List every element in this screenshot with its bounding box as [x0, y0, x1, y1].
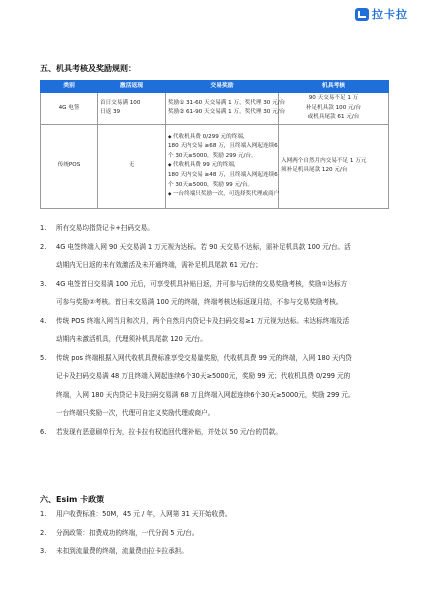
list-item	[40, 219, 392, 238]
cell-cashback	[98, 93, 166, 125]
item-number: 4.	[40, 316, 47, 325]
cell-line: 日返 39	[100, 109, 121, 116]
cell-assessment	[279, 124, 389, 208]
item-text: 未扣到流量费的终端，流量费由拉卡拉承担。	[56, 547, 188, 555]
cell-line: 奖励① 31-60 天交易满 1 万，奖代理 30 元/台	[168, 99, 286, 106]
cell-line: 90 天交易不足 1 万	[308, 95, 359, 101]
cell-assessment	[279, 93, 389, 125]
table-row	[41, 93, 389, 125]
item-number: 3.	[40, 547, 47, 555]
item-text: 所有交易均指贷记卡+扫码交易。	[56, 224, 154, 232]
item-number: 2.	[40, 242, 47, 251]
cell-line: 补足机具款 100 元/台	[305, 104, 362, 111]
cell-line: 或机具尾款 61 元/台	[307, 114, 360, 121]
item-number: 6.	[40, 427, 47, 436]
section-title: 六、Esim 卡政策	[40, 495, 105, 504]
list-item	[40, 349, 392, 423]
cell-line: 须补足机具尾款 120 元/台	[281, 167, 348, 174]
cell-line: 首日交易满 100	[100, 99, 141, 106]
item-text: 终端，入网 180 天内贷记卡及扫码交易满 68 万且终端入网起连续6个30天≥5000元，奖励 299 元。	[56, 390, 355, 399]
list-item	[40, 423, 392, 442]
item-text: 分润政策：扣费成功的终端，一代分润 5 元/台。	[56, 528, 199, 537]
item-text: 传统 POS 终端入网当月和次月，两个自然月内贷记卡及扫码交易≥1 万元视为达标。未达标终端及活	[56, 316, 350, 325]
item-text: 4G 电签终端入网 90 天交易满 1 万元视为达标。若 90 天交易不达标，需补足机具款 100 元/台。活	[56, 242, 351, 251]
item-text: 一台终端只奖励一次，代理可自定义奖励代理或商户。	[56, 409, 215, 417]
list-item	[40, 238, 392, 275]
table-row	[41, 124, 389, 208]
list-item	[40, 505, 392, 524]
cell-line: 奖励② 61-90 天交易满 1 万，奖代理 30 元/台	[168, 109, 286, 116]
header-cashback: 激活返现	[98, 81, 166, 93]
list-item	[40, 542, 392, 561]
list-item	[40, 275, 392, 312]
item-number: 1.	[40, 510, 47, 518]
item-number: 2.	[40, 528, 47, 537]
header-reward: 交易奖励	[166, 81, 279, 93]
item-number: 1.	[40, 224, 47, 232]
item-text: 用户收费标准：50M，45 元 / 年，入网第 31 天开始收费。	[56, 510, 232, 518]
item-number: 5.	[40, 353, 47, 362]
header-category: 类别	[41, 81, 98, 93]
cell-line: 无	[128, 162, 135, 169]
section-title: 五、机具考核及奖励规则：	[40, 64, 136, 73]
item-text: 记卡及扫码交易满 48 万且终端入网起连续6个30天≥5000元，奖励 99 元；代收机具费 0/299 元的	[56, 372, 351, 380]
cell-line: 180 天内交易 ≥68 万，且终端入网起连续6	[168, 143, 278, 150]
cell-cashback	[98, 124, 166, 208]
esim-list	[40, 505, 392, 561]
header-assessment: 机具考核	[279, 81, 389, 93]
cell-reward	[166, 124, 279, 208]
table-header-row	[41, 81, 389, 93]
cell-line: 180 天内交易 ≥48 万，且终端入网起连续6	[168, 172, 278, 179]
item-text: 可参与奖励②考核。首日未交易满 100 元的终端，终端考核达标返现月结，不参与交易奖励考核。	[56, 298, 343, 306]
logo-text: 拉卡拉	[372, 8, 408, 21]
item-text: 动期内未激活机具，代理须补机具尾款 120 元/台。	[56, 335, 207, 343]
cell-reward	[166, 93, 286, 125]
cell-line: ◆ 代收机具费 0/299 元的终端，	[168, 133, 276, 143]
item-text: 传统 pos 终端根据入网代收机具费标准享受交易量奖励，代收机具费 99 元的终端，入网 180 天内贷	[56, 353, 352, 362]
cell-category: 4G 电签	[41, 93, 98, 125]
rules-list	[40, 219, 392, 441]
cell-line: 个 30天≥5000，奖励 299 元/台。	[168, 152, 257, 159]
list-item	[40, 524, 392, 543]
item-text: 动期内无日返的未有效激活及未开通终端，需补足机具尾款 61 元/台；	[56, 261, 263, 269]
cell-line: ◆ 代收机具费 99 元的终端，	[168, 161, 276, 171]
rules-table	[40, 80, 389, 209]
cell-line: ◆ 一台终端只奖励一次，可选择奖代理或商户	[168, 190, 276, 200]
lakala-logo	[355, 6, 408, 22]
cell-line: 个 30天≥5000，奖励 99 元/台。	[168, 181, 254, 188]
list-item	[40, 312, 392, 349]
lakala-logo-icon	[355, 8, 369, 21]
item-number: 3.	[40, 279, 47, 288]
cell-line: 入网两个自然月内交易不足 1 万元	[281, 157, 367, 164]
item-text: 若发现有恶意刷单行为，拉卡拉有权追回代理补贴，并处以 50 元/台的罚款。	[56, 427, 282, 436]
item-text: 4G 电签首日交易满 100 元后，可享受机具补贴日返，并可参与后续的交易奖励考核，奖励①达标方	[56, 279, 348, 288]
cell-category: 传统POS	[41, 124, 98, 208]
